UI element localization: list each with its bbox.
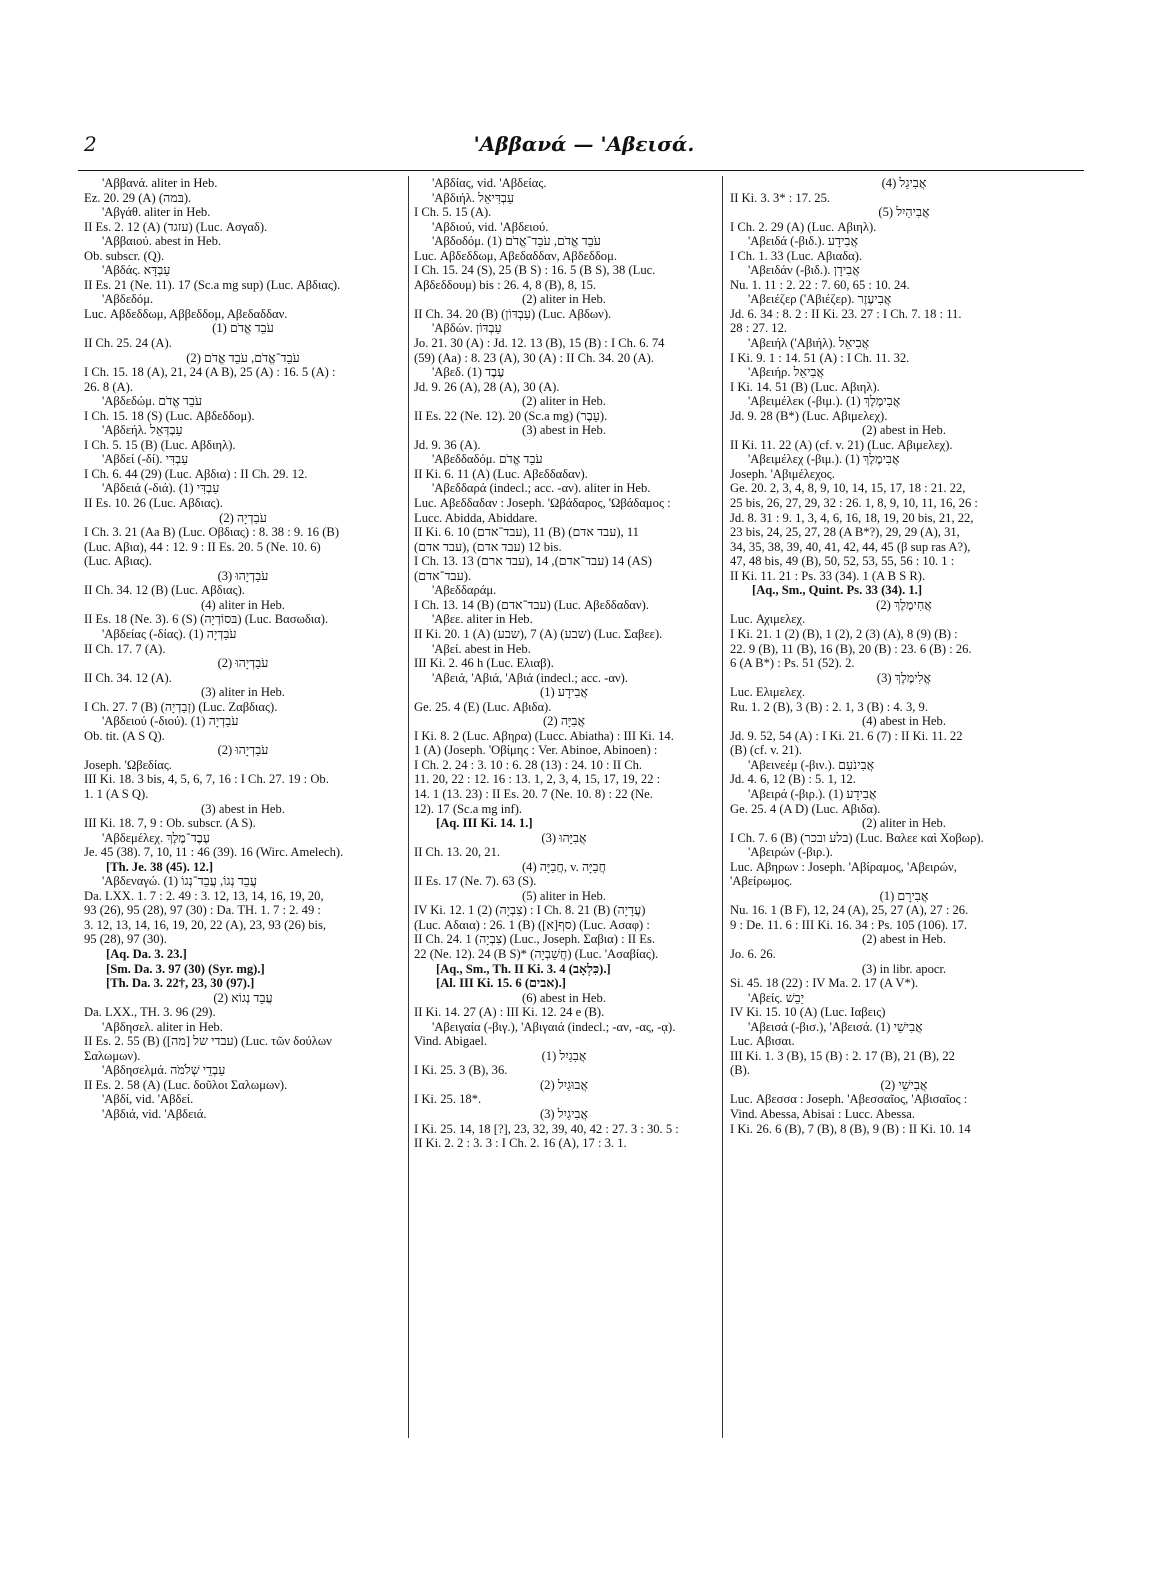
entry-bracket-note: [Aq., Sm., Th. II Ki. 3. 4 (כִּלְאָב).] bbox=[436, 961, 611, 976]
entry-headword: 'Αβείς. יַבֵשׁ bbox=[748, 990, 805, 1005]
entry-subheading: (2) עֹבַדְיָה bbox=[219, 510, 267, 525]
entry-subheading: (2) עֲבֵד נְגוֹא bbox=[213, 990, 273, 1005]
entry-text: Luc. Αβηρων : Joseph. 'Αβίραμος, 'Αβειρών, bbox=[730, 859, 957, 874]
entry-text: Luc. Ελιμελεχ. bbox=[730, 685, 806, 700]
entry-text: 23 bis, 24, 25, 27, 28 (A B*?), 29, 29 (A), 31, bbox=[730, 525, 960, 540]
entry-bracket-note: [Aq. III Ki. 14. 1.] bbox=[436, 816, 533, 831]
entry-text: Vind. Abigael. bbox=[414, 1034, 488, 1049]
entry-headword: 'Αβδεδόμ. bbox=[102, 292, 154, 307]
entry-text: Jo. 21. 30 (A) : Jd. 12. 13 (B), 15 (B) : I Ch. 6. 74 bbox=[414, 336, 665, 351]
entry-subheading: (2) אֲבוּגַיִל bbox=[539, 1077, 589, 1092]
entry-headword: 'Αβδιήλ. עַבְדִּיאֵל bbox=[432, 190, 515, 205]
entry-text: Ge. 20. 2, 3, 4, 8, 9, 10, 14, 15, 17, 18 : 21. 22, bbox=[730, 481, 966, 496]
entry-headword: 'Αβειά, 'Αβιά, 'Αβιά (indecl.; acc. -αν). bbox=[432, 670, 628, 685]
entry-text: IV Ki. 12. 1 (2) (צִבְיָה) : I Ch. 8. 21 (B) (עֲדָיָה) bbox=[414, 903, 646, 918]
entry-subheading: (3) אֲבִיגַיִל bbox=[539, 1107, 589, 1121]
entry-headword: 'Αβεί. abest in Heb. bbox=[432, 641, 531, 656]
entry-text: III Ki. 18. 7, 9 : Ob. subscr. (A S). bbox=[84, 816, 256, 831]
entry-text: 12). 17 (Sc.a mg inf). bbox=[414, 801, 523, 816]
entry-text: Joseph. 'Αβιμέλεχος. bbox=[730, 466, 835, 481]
entry-text: Αβδεδδουμ) bis : 26. 4, 8 (B), 8, 15. bbox=[414, 277, 597, 292]
entry-text: II Ki. 14. 27 (A) : III Ki. 12. 24 e (B). bbox=[414, 1005, 605, 1020]
entry-headword: 'Αβειδά (-βιδ.). אֲבִידָע bbox=[748, 234, 859, 249]
entry-text: Jd. 4. 6, 12 (B) : 5. 1, 12. bbox=[730, 772, 856, 787]
entry-subheading: (5) aliter in Heb. bbox=[522, 888, 606, 903]
entry-headword: 'Αβειγαία (-βιγ.), 'Αβιγαιά (indecl.; -αν, -ας, -ᾳ). bbox=[432, 1019, 676, 1034]
entry-text: I Ch. 13. 14 (B) (עבד־אדם) (Luc. Αβεδδαδαν). bbox=[414, 597, 649, 612]
entry-headword: 'Αβδεί (-δί). עַבְדִּי bbox=[102, 452, 189, 467]
entry-text: II Ki. 11. 22 (A) (cf. v. 21) (Luc. Αβιμελεχ). bbox=[730, 437, 953, 452]
entry-text: 3. 12, 13, 14, 16, 19, 20, 22 (A), 23, 93 (26) bis, bbox=[84, 917, 327, 932]
entry-text: Jo. 6. 26. bbox=[730, 946, 776, 961]
entry-subheading: (1) אֲבִידָע bbox=[540, 685, 588, 700]
entry-text: Vind. Abessa, Abisai : Lucc. Abessa. bbox=[730, 1107, 915, 1121]
entry-text: 11. 20, 22 : 12. 16 : 13. 1, 2, 3, 4, 15, 17, 19, 22 : bbox=[414, 772, 661, 787]
entry-text: II Ch. 17. 7 (A). bbox=[84, 641, 166, 656]
entry-headword: 'Αβεινεέμ (-βιν.). אֲבִינֹעַם bbox=[748, 757, 875, 772]
column-divider bbox=[408, 176, 409, 1438]
entry-subheading: (3) אֱלִימֶלֶךְ bbox=[876, 670, 932, 685]
entry-text: 25 bis, 26, 27, 29, 32 : 26. 1, 8, 9, 10, 11, 16, 26 : bbox=[730, 496, 978, 511]
entry-text: Lucc. Abidda, Abiddare. bbox=[414, 510, 538, 525]
entry-text: 95 (28), 97 (30). bbox=[84, 932, 167, 947]
entry-subheading: (4) חֲבַיָּה, v. חֲבַיָּה bbox=[521, 859, 607, 874]
entry-text: II Es. 17 (Ne. 7). 63 (S). bbox=[414, 874, 537, 889]
entry-bracket-note: [Aq. Da. 3. 23.] bbox=[106, 946, 187, 961]
entry-text: 14. 1 (13. 23) : II Es. 20. 7 (Ne. 10. 8) : 22 (Ne. bbox=[414, 786, 653, 801]
entry-text: I Ch. 2. 29 (A) (Luc. Αβιηλ). bbox=[730, 219, 877, 234]
entry-headword: 'Αβδεμέλεχ. עֶבֶד־מֶלֶךְ bbox=[102, 830, 210, 845]
entry-text: Ob. tit. (A S Q). bbox=[84, 728, 165, 743]
entry-text: II Ki. 3. 3* : 17. 25. bbox=[730, 190, 831, 205]
entry-text: 'Αβείρωμος. bbox=[730, 874, 793, 889]
entry-text: I Ch. 2. 24 : 3. 10 : 6. 28 (13) : 24. 10 : II Ch. bbox=[414, 757, 643, 772]
entry-text: Nu. 16. 1 (B F), 12, 24 (A), 25, 27 (A), 27 : 26. bbox=[730, 903, 969, 918]
entry-subheading: (2) עֹבַדְיָהוּ bbox=[217, 656, 269, 671]
entry-headword: 'Αββανά. aliter in Heb. bbox=[102, 176, 218, 190]
entry-text: Jd. 9. 26 (A), 28 (A), 30 (A). bbox=[414, 379, 560, 394]
entry-subheading: (2) aliter in Heb. bbox=[522, 292, 606, 307]
entry-text: II Ch. 34. 20 (B) (עַבְדּוֹן) (Luc. Αβδων). bbox=[414, 306, 612, 321]
entry-text: I Ch. 13. 13 (עבד ארם), 14 (עבד־אדם), 14 (AS) bbox=[414, 554, 652, 569]
entry-text: I Ki. 14. 51 (B) (Luc. Αβιηλ). bbox=[730, 379, 880, 394]
entry-headword: 'Αβδειά (-διά). (1) עַבְדִּי bbox=[102, 481, 220, 496]
entry-text: II Es. 2. 55 (B) ([מה] עבדי של) (Luc. τῶν δούλων bbox=[84, 1034, 332, 1049]
entry-headword: 'Αβδίας, vid. 'Αβδείας. bbox=[432, 176, 547, 190]
entry-subheading: (3) עֹבַדְיָהוּ bbox=[217, 568, 269, 583]
entry-text: II Ch. 25. 24 (A). bbox=[84, 336, 172, 351]
entry-subheading: (2) עֹבֵד־אֱדֹם, עֹבֵד אֱדֹם bbox=[186, 350, 300, 365]
entry-text: II Ki. 2. 2 : 3. 3 : I Ch. 2. 16 (A), 17 : 3. 1. bbox=[414, 1136, 627, 1151]
entry-headword: 'Αβεδδαδόμ. עֹבֵד אֱדֹם bbox=[432, 452, 543, 467]
entry-text: Jd. 9. 36 (A). bbox=[414, 437, 481, 452]
entry-text: Je. 45 (38). 7, 10, 11 : 46 (39). 16 (Wirc. Amelech). bbox=[84, 845, 344, 860]
entry-headword: 'Αβδησελ. aliter in Heb. bbox=[102, 1019, 223, 1034]
entry-text: (B). bbox=[730, 1063, 750, 1078]
entry-subheading: (3) aliter in Heb. bbox=[201, 685, 285, 700]
entry-headword: 'Αβειρά (-βιρ.). (1) אֲבִידָע bbox=[748, 786, 877, 801]
entry-headword: 'Αβδεναγώ. (1) עֲבֵד נְגוֹ, עֲבֵד־נְגוֹ bbox=[102, 874, 258, 889]
entry-text: I Ch. 1. 33 (Luc. Αβιαδα). bbox=[730, 248, 863, 263]
entry-text: 93 (26), 95 (28), 97 (30) : Da. TH. 1. 7 : 2. 49 : bbox=[84, 903, 321, 918]
entry-text: I Ki. 25. 3 (B), 36. bbox=[414, 1063, 508, 1078]
entry-text: Ob. subscr. (Q). bbox=[84, 248, 165, 263]
entry-text: Jd. 6. 34 : 8. 2 : II Ki. 23. 27 : I Ch. 7. 18 : 11. bbox=[730, 306, 962, 321]
entry-text: Nu. 1. 11 : 2. 22 : 7. 60, 65 : 10. 24. bbox=[730, 277, 910, 292]
entry-headword: 'Αβειέζερ ('Αβιέζερ). אֲבִיעֶזֶר bbox=[748, 292, 892, 307]
entry-bracket-note: [Th. Da. 3. 22†, 23, 30 (97).] bbox=[106, 976, 255, 991]
entry-text: II Ch. 34. 12 (A). bbox=[84, 670, 172, 685]
entry-subheading: (6) abest in Heb. bbox=[522, 990, 606, 1005]
entry-text: Luc. Αχιμελεχ. bbox=[730, 612, 806, 627]
entry-text: I Ch. 15. 18 (A), 21, 24 (A B), 25 (A) : 16. 5 (A) : bbox=[84, 365, 336, 380]
entry-text: Ge. 25. 4 (E) (Luc. Αβιδα). bbox=[414, 699, 552, 714]
entry-text: Da. LXX., TH. 3. 96 (29). bbox=[84, 1005, 216, 1020]
entry-text: I Ch. 7. 6 (B) (בלע ובכר) (Luc. Βαλεε καὶ Χοβωρ). bbox=[730, 830, 984, 845]
entry-text: (59) (Aa) : 8. 23 (A), 30 (A) : II Ch. 34. 20 (A). bbox=[414, 350, 654, 365]
entry-headword: 'Αβδοδόμ. (1) עֹבֵד אֱדֹם, עֹבֵד־אֱדֹם bbox=[432, 234, 601, 249]
entry-headword: 'Αβδάς. עַבְדָּא bbox=[102, 263, 171, 278]
entry-text: Luc. Αβεδδαδαν : Joseph. 'Ωβάδαρος, 'Ωβάδαμος : bbox=[414, 496, 671, 511]
entry-subheading: (2) אֲבִישַׁי bbox=[880, 1077, 928, 1092]
entry-text: Jd. 9. 28 (B*) (Luc. Αβιμελεχ). bbox=[730, 408, 888, 423]
entry-subheading: (2) אֲחִימֶלֶךְ bbox=[876, 597, 932, 612]
entry-text: I Ch. 15. 24 (S), 25 (B S) : 16. 5 (B S), 38 (Luc. bbox=[414, 263, 656, 278]
entry-text: II Ki. 20. 1 (A) (שבע), 7 (A) (שבע) (Luc. Σαβεε). bbox=[414, 626, 663, 641]
entry-headword: 'Αβεδδαρά (indecl.; acc. -αν). aliter in Heb. bbox=[432, 481, 651, 496]
entry-text: Ez. 20. 29 (A) (בּמה). bbox=[84, 190, 192, 205]
entry-text: Luc. Αβδεδδωμ, Αβεδαδδαν, Αβδεδδομ. bbox=[414, 248, 617, 263]
entry-headword: 'Αβδειού (-διού). (1) עֹבַדְיָה bbox=[102, 714, 239, 729]
entry-text: I Ki. 21. 1 (2) (B), 1 (2), 2 (3) (A), 8 (9) (B) : bbox=[730, 626, 958, 641]
entry-headword: 'Αβειρών (-βιρ.). bbox=[748, 845, 833, 860]
entry-headword: 'Αβεδ. (1) עֶבֶד bbox=[432, 365, 505, 380]
entry-headword: 'Αββαιού. abest in Heb. bbox=[102, 234, 222, 249]
entry-text: I Ki. 25. 18*. bbox=[414, 1092, 482, 1107]
entry-subheading: (4) אֲבִיגַל bbox=[881, 176, 927, 190]
entry-text: Ru. 1. 2 (B), 3 (B) : 2. 1, 3 (B) : 4. 3, 9. bbox=[730, 699, 928, 714]
header-rule bbox=[78, 170, 1084, 171]
entry-subheading: (1) אֲבִגַיִל bbox=[541, 1048, 587, 1063]
entry-subheading: (1) עֹבֵד אֱדֹם bbox=[212, 321, 274, 336]
entry-text: I Ch. 5. 15 (A). bbox=[414, 205, 492, 220]
entry-text: Ge. 25. 4 (A D) (Luc. Αβιδα). bbox=[730, 801, 881, 816]
entry-text: Joseph. 'Ωβεδίας. bbox=[84, 757, 172, 772]
entry-text: Jd. 8. 31 : 9. 1, 3, 4, 6, 16, 18, 19, 20 bis, 21, 22, bbox=[730, 510, 974, 525]
entry-text: (עבד אדם), 12 (עבד אדם) bis. bbox=[414, 539, 562, 554]
entry-text: 47, 48 bis, 49 (B), 50, 52, 53, 55, 56 : 10. 1 : bbox=[730, 554, 955, 569]
entry-subheading: (2) עֹבַדְיָהוּ bbox=[217, 743, 269, 758]
entry-text: 22 (Ne. 12). 24 (B S)* (חֲשַׁבְיָה) (Luc. 'Ασαβίας). bbox=[414, 946, 659, 961]
entry-headword: 'Αβεδδαράμ. bbox=[432, 583, 497, 598]
entry-text: Σαλωμων). bbox=[84, 1048, 141, 1063]
entry-text: II Es. 18 (Ne. 3). 6 (S) (בּסוֹדְיָה) (Luc. Βασωδια). bbox=[84, 612, 329, 627]
entry-headword: 'Αβειήρ. אֲבִיאֵל bbox=[748, 365, 825, 380]
entry-text: Luc. Αβδεδδωμ, Αββεδδομ, Αβεδαδδαν. bbox=[84, 306, 288, 321]
entry-headword: 'Αβεε. aliter in Heb. bbox=[432, 612, 533, 627]
entry-text: III Ki. 2. 46 h (Luc. Ελιαβ). bbox=[414, 656, 554, 671]
column-divider bbox=[722, 176, 723, 1438]
entry-subheading: (3) abest in Heb. bbox=[201, 801, 285, 816]
entry-text: I Ch. 6. 44 (29) (Luc. Αβδια) : II Ch. 29. 12. bbox=[84, 466, 308, 481]
entry-bracket-note: [Al. III Ki. 15. 6 (אבים).] bbox=[436, 976, 566, 991]
entry-subheading: (5) אֲבִיהַיִל bbox=[878, 205, 930, 220]
entry-headword: 'Αβειδάν (-βιδ.). אֲבִידָן bbox=[748, 263, 860, 278]
entry-headword: 'Αβδείας (-δίας). (1) עֹבַדְיָה bbox=[102, 626, 237, 641]
entry-text: 1. 1 (A S Q). bbox=[84, 786, 149, 801]
entry-text: I Ki. 26. 6 (B), 7 (B), 8 (B), 9 (B) : II Ki. 10. 14 bbox=[730, 1121, 971, 1136]
entry-text: II Es. 2. 58 (A) (Luc. δοῦλοι Σαλωμων). bbox=[84, 1077, 288, 1092]
entry-text: 28 : 27. 12. bbox=[730, 321, 788, 336]
entry-text: I Ch. 5. 15 (B) (Luc. Αβδιηλ). bbox=[84, 437, 236, 452]
entry-headword: 'Αβδεδώμ. עֹבֵד אֱדֹם bbox=[102, 394, 203, 409]
entry-text: II Es. 21 (Ne. 11). 17 (Sc.a mg sup) (Luc. Αβδιας). bbox=[84, 277, 341, 292]
entry-text: 6 (A B*) : Ps. 51 (52). 2. bbox=[730, 656, 855, 671]
entry-text: (B) (cf. v. 21). bbox=[730, 743, 802, 758]
entry-text: I Ch. 27. 7 (B) (זְבַדְיָה) (Luc. Ζαβδιας). bbox=[84, 699, 278, 714]
entry-subheading: (4) aliter in Heb. bbox=[201, 597, 285, 612]
entry-text: (Luc. Αβιας). bbox=[84, 554, 152, 569]
entry-text: Luc. Αβισαι. bbox=[730, 1034, 795, 1049]
entry-text: III Ki. 1. 3 (B), 15 (B) : 2. 17 (B), 21 (B), 22 bbox=[730, 1048, 955, 1063]
entry-bracket-note: [Sm. Da. 3. 97 (30) (Syr. mg).] bbox=[106, 961, 265, 976]
entry-text: 34, 35, 38, 39, 40, 41, 42, 44, 45 (β sup ras A?), bbox=[730, 539, 971, 554]
entry-text: I Ki. 9. 1 : 14. 51 (A) : I Ch. 11. 32. bbox=[730, 350, 910, 365]
entry-text: (Luc. Αδαια) : 26. 1 (B) ([א]סף) (Luc. Ασαφ) : bbox=[414, 917, 650, 932]
entry-text: II Ch. 34. 12 (B) (Luc. Αβδιας). bbox=[84, 583, 245, 598]
entry-text: Luc. Αβεσσα : Joseph. 'Αβεσσαῖος, 'Αβισαῖος : bbox=[730, 1092, 968, 1107]
entry-headword: 'Αβδί, vid. 'Αβδεί. bbox=[102, 1092, 194, 1107]
entry-text: (Luc. Αβια), 44 : 12. 9 : II Es. 20. 5 (Ne. 10. 6) bbox=[84, 539, 321, 554]
entry-text: Da. LXX. 1. 7 : 2. 49 : 3. 12, 13, 14, 16, 19, 20, bbox=[84, 888, 324, 903]
entry-subheading: (2) abest in Heb. bbox=[862, 423, 946, 438]
entry-text: II Ch. 13. 20, 21. bbox=[414, 845, 501, 860]
entry-text: 1 (A) (Joseph. 'Οβίμης : Ver. Abinoe, Abinoen) : bbox=[414, 743, 658, 758]
entry-subheading: (2) aliter in Heb. bbox=[522, 394, 606, 409]
entry-headword: 'Αβγάθ. aliter in Heb. bbox=[102, 205, 211, 220]
entry-headword: 'Αβδιά, vid. 'Αβδειά. bbox=[102, 1107, 207, 1121]
entry-bracket-note: [Aq., Sm., Quint. Ps. 33 (34). 1.] bbox=[752, 583, 923, 598]
entry-text: I Ch. 3. 21 (Aa B) (Luc. Οβδιας) : 8. 38 : 9. 16 (B) bbox=[84, 525, 340, 540]
entry-headword: 'Αβειμέλεχ (-βιμ.). (1) אֲבִימֶלֶךְ bbox=[748, 452, 900, 467]
column-3 bbox=[730, 176, 1078, 1548]
entry-subheading: (1) אֲבִירָם bbox=[879, 888, 929, 903]
entry-subheading: (3) in libr. apocr. bbox=[861, 961, 947, 976]
entry-headword: 'Αβδεήλ. עַבְדְּאֵל bbox=[102, 423, 183, 438]
entry-text: IV Ki. 15. 10 (A) (Luc. Ιαβεις) bbox=[730, 1005, 886, 1020]
entry-text: I Ch. 15. 18 (S) (Luc. Αβδεδδομ). bbox=[84, 408, 255, 423]
entry-text: II Ch. 24. 1 (צִבְיָה) (Luc., Joseph. Σαβια) : II Es. bbox=[414, 932, 656, 947]
entry-text: III Ki. 18. 3 bis, 4, 5, 6, 7, 16 : I Ch. 27. 19 : Ob. bbox=[84, 772, 329, 787]
entry-headword: 'Αβδιού, vid. 'Αβδειού. bbox=[432, 219, 549, 234]
column-1 bbox=[84, 176, 402, 1548]
entry-text: II Ki. 11. 21 : Ps. 33 (34). 1 (A B S R). bbox=[730, 568, 926, 583]
entry-text: I Ki. 25. 14, 18 [?], 23, 32, 39, 40, 42 : 27. 3 : 30. 5 : bbox=[414, 1121, 679, 1136]
column-2 bbox=[414, 176, 714, 1548]
entry-text: Jd. 9. 52, 54 (A) : I Ki. 21. 6 (7) : II Ki. 11. 22 bbox=[730, 728, 963, 743]
entry-headword: 'Αβειμέλεκ (-βιμ.). (1) אֲבִימֶלֶךְ bbox=[748, 394, 901, 409]
entry-headword: 'Αβεισά (-βισ.), 'Αβεισά. (1) אֲבִישַׁי bbox=[748, 1019, 923, 1034]
entry-text: I Ki. 8. 2 (Luc. Αβηρα) (Lucc. Abiatha) : III Ki. 14. bbox=[414, 728, 674, 743]
entry-subheading: (4) abest in Heb. bbox=[862, 714, 946, 729]
entry-text: 26. 8 (A). bbox=[84, 379, 133, 394]
entry-headword: 'Αβειήλ ('Αβιήλ). אֲבִיאֵל bbox=[748, 336, 870, 351]
entry-subheading: (2) אֲבִיָּה bbox=[542, 714, 586, 729]
entry-text: II Es. 22 (Ne. 12). 20 (Sc.a mg) (עֵבֶר). bbox=[414, 408, 608, 423]
entry-text: II Es. 2. 12 (A) (עזגד) (Luc. Ασγαδ). bbox=[84, 219, 268, 234]
entry-headword: 'Αβδών. עַבְדּוֹן bbox=[432, 321, 502, 336]
entry-subheading: (2) aliter in Heb. bbox=[862, 816, 946, 831]
entry-subheading: (3) אֲבִיָּהוּ bbox=[541, 830, 587, 845]
page-number: 2 bbox=[84, 132, 97, 156]
entry-text: II Ki. 6. 11 (A) (Luc. Αβεδδαδαν). bbox=[414, 466, 588, 481]
page-header bbox=[84, 132, 1084, 158]
entry-text: (עבד־אדם). bbox=[414, 568, 472, 583]
entry-text: II Es. 10. 26 (Luc. Αβδιας). bbox=[84, 496, 223, 511]
entry-text: 22. 9 (B), 11 (B), 16 (B), 20 (B) : 23. 6 (B) : 26. bbox=[730, 641, 972, 656]
entry-subheading: (3) abest in Heb. bbox=[522, 423, 606, 438]
entry-text: 9 : De. 11. 6 : III Ki. 16. 34 : Ps. 105 (106). 17. bbox=[730, 917, 968, 932]
entry-subheading: (2) abest in Heb. bbox=[862, 932, 946, 947]
running-head: 'Αββανά — 'Αβεισά. bbox=[473, 132, 695, 156]
entry-text: II Ki. 6. 10 (עבד־אדם), 11 (B) (עבד אדם), 11 bbox=[414, 525, 639, 540]
entry-headword: 'Αβδησελμά. עַבְדֵי שְׁלֹמֹה bbox=[102, 1063, 226, 1078]
entry-bracket-note: [Th. Je. 38 (45). 12.] bbox=[106, 859, 214, 874]
entry-text: Si. 45. 18 (22) : IV Ma. 2. 17 (A V*). bbox=[730, 976, 919, 991]
